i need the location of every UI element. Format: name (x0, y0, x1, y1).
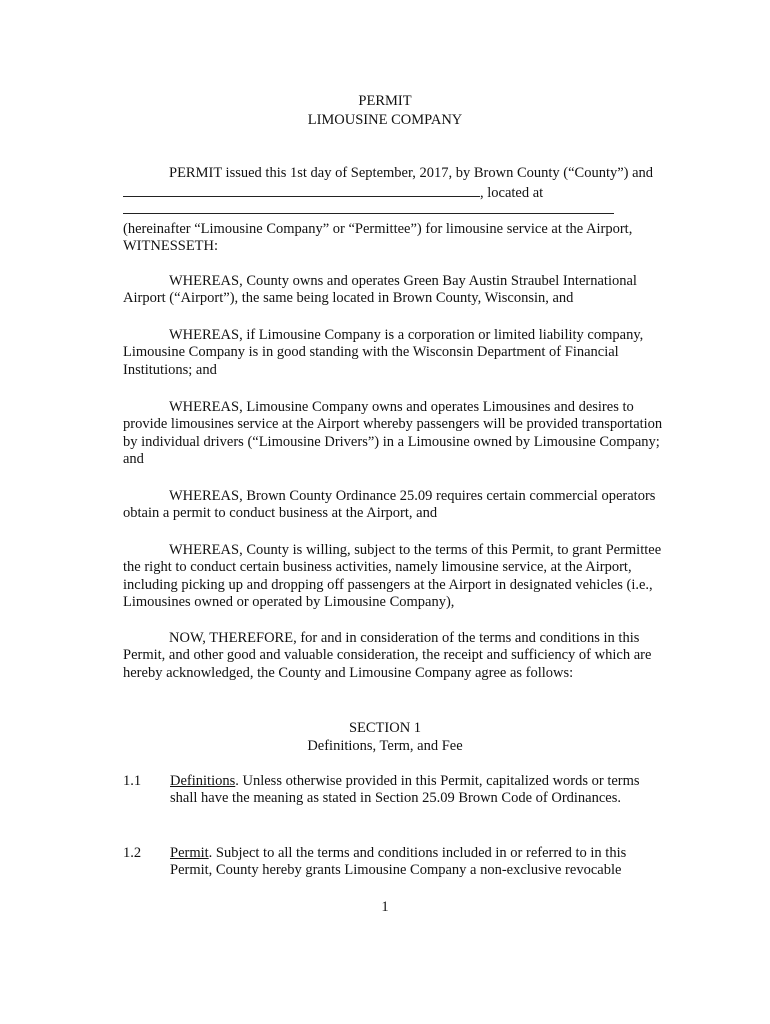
whereas-4: WHEREAS, Brown County Ordinance 25.09 requires certain commercial operators obtain a permit to conduct business at the Airport, and (123, 488, 656, 522)
item-term: Permit (170, 845, 209, 861)
address-blank[interactable] (123, 200, 614, 214)
title-limousine-company: LIMOUSINE COMPANY (307, 112, 463, 128)
page-number: 1 (381, 899, 389, 915)
intro-hereinafter: (hereinafter “Limousine Company” or “Permittee”) for limousine service at the Airport, WITNESSETH: (123, 221, 633, 255)
item-text: . Subject to all the terms and conditions included in or referred to in this Permit, County hereby grants Limousine Company a non-exclusive revocable (170, 845, 627, 879)
address-line (123, 200, 614, 219)
whereas-1: WHEREAS, County owns and operates Green Bay Austin Straubel International Airport (“Airport”), the same being located in Brown County, Wisconsin, and (123, 273, 637, 307)
item-number: 1.2 (123, 845, 142, 861)
whereas-3: WHEREAS, Limousine Company owns and operates Limousines and desires to provide limousines service at the Airport whereby passengers will be provided transportation by individual drivers (“Limousine Drivers”) in a Limousine owned by Limousine Company; and (123, 399, 663, 468)
item-term: Definitions (170, 773, 236, 789)
whereas-2: WHEREAS, if Limousine Company is a corporation or limited liability company, Limousine Company is in good standing with the Wisconsin Department of Financial Institutions; and (123, 327, 644, 378)
title-permit: PERMIT (358, 93, 412, 109)
located-at-text: , located at (480, 185, 544, 201)
item-number: 1.1 (123, 773, 142, 789)
item-permit (170, 845, 670, 880)
item-text: . Unless otherwise provided in this Permit, capitalized words or terms shall have the meaning as stated in Section 25.09 Brown Code of Ordinances. (170, 773, 640, 807)
item-definitions (170, 773, 670, 808)
section-subheading: Definitions, Term, and Fee (307, 738, 463, 754)
now-therefore: NOW, THEREFORE, for and in consideration of the terms and conditions in this Permit, and other good and valuable consideration, the receipt and sufficiency of which are hereby acknowledged, the County and Limousine Company agree as follows: (123, 630, 652, 681)
company-name-blank[interactable] (123, 183, 480, 197)
section-heading: SECTION 1 (348, 720, 422, 736)
whereas-5: WHEREAS, County is willing, subject to the terms of this Permit, to grant Permittee the right to conduct certain business activities, namely limousine service, at the Airport, including picking up and dropping off passengers at the Airport in designated vehicles (i.e., Limousines owned or operated by Limousine Company), (123, 542, 662, 611)
intro-opening: PERMIT issued this 1st day of September, 2017, by Brown County (“County”) and (169, 165, 654, 181)
